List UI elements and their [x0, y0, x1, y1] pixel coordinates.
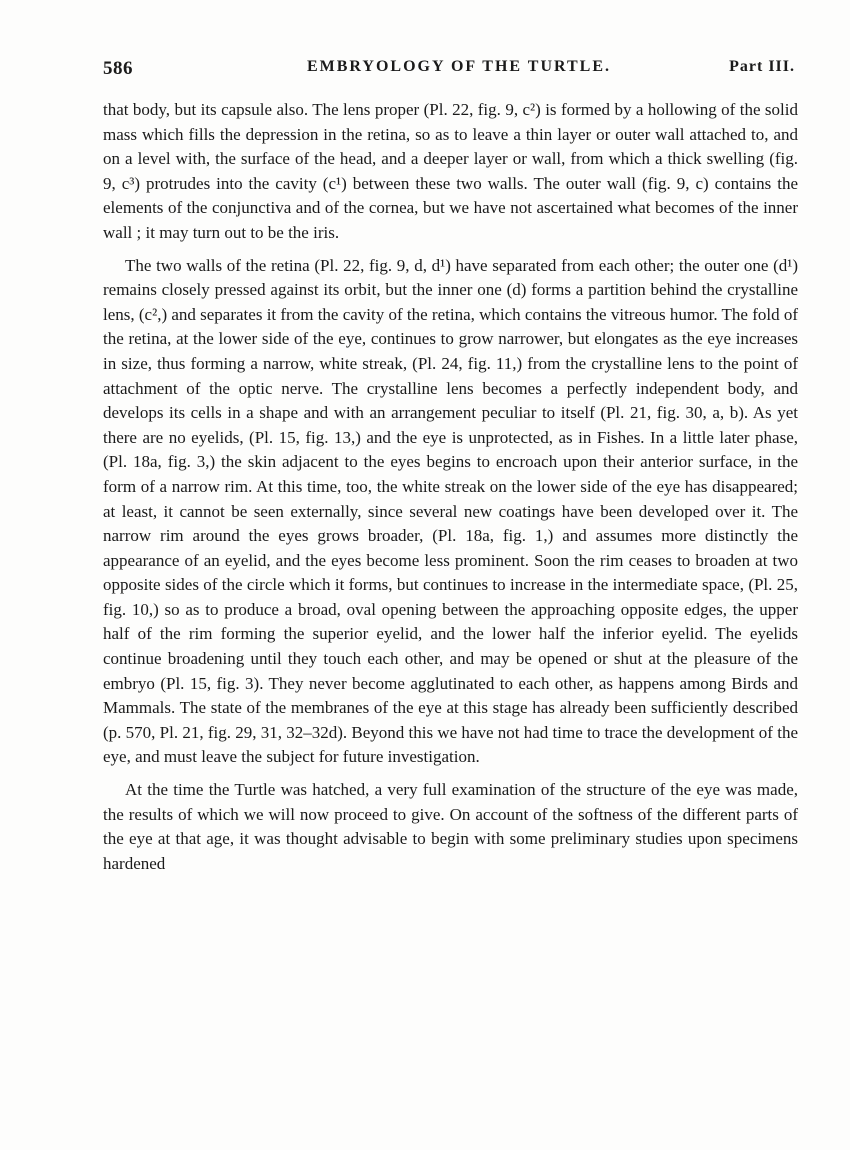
paragraph-2: The two walls of the retina (Pl. 22, fig. 9, d, d¹) have separated from each other; the outer one (d¹) remains closely pressed against its orbit, but the inner one (d) forms a partition behind the crystalline lens, (c²,) and separates it from the cavity of the retina, which contains the vitreous humor. The fold of the retina, at the lower side of the eye, continues to grow narrower, but elongates as the eye increases in size, thus forming a narrow, white streak, (Pl. 24, fig. 11,) from the crystalline lens to the point of attachment of the optic nerve. The crystalline lens becomes a perfectly independent body, and develops its cells in a shape and with an arrangement peculiar to itself (Pl. 21, fig. 30, a, b). As yet there are no eyelids, (Pl. 15, fig. 13,) and the eye is unprotected, as in Fishes. In a little later phase, (Pl. 18a, fig. 3,) the skin adjacent to the eyes begins to encroach upon their anterior surface, in the form of a narrow rim. At this time, too, the white streak on the lower side of the eye has disappeared; at least, it cannot be seen externally, since several new coatings have been developed over it. The narrow rim around the eyes grows broader, (Pl. 18a, fig. 1,) and assumes more distinctly the appearance of an eyelid, and the eyes become less prominent. Soon the rim ceases to broaden at two opposite sides of the circle which it forms, but continues to increase in the intermediate space, (Pl. 25, fig. 10,) so as to produce a broad, oval opening between the approaching opposite edges, the upper half of the rim forming the superior eyelid, and the lower half the inferior eyelid. The eyelids continue broadening until they touch each other, and may be opened or shut at the pleasure of the embryo (Pl. 15, fig. 3). They never become agglutinated to each other, as happens among Birds and Mammals. The state of the membranes of the eye at this stage has already been sufficiently described (p. 570, Pl. 21, fig. 29, 31, 32–32d). Beyond this we have not had time to trace the development of the eye, and must leave the subject for future investigation.: [103, 255, 798, 767]
page-header: [103, 58, 795, 86]
paragraph-1: that body, but its capsule also. The lens proper (Pl. 22, fig. 9, c²) is formed by a hollowing of the solid mass which fills the depression in the retina, so as to leave a thin layer or outer wall attached to, and on a level with, the surface of the head, and a deeper layer or wall, from which a thick swelling (fig. 9, c³) protrudes into the cavity (c¹) between these two walls. The outer wall (fig. 9, c) contains the elements of the conjunctiva and of the cornea, but we have not ascertained what becomes of the inner wall ; it may turn out to be the iris.: [103, 100, 798, 242]
running-title: EMBRYOLOGY OF THE TURTLE.: [306, 58, 612, 75]
body-text: [103, 98, 798, 884]
part-label: Part III.: [729, 58, 795, 75]
paragraph-3: At the time the Turtle was hatched, a very full examination of the structure of the eye was made, the results of which we will now proceed to give. On account of the softness of the different parts of the eye at that age, it was thought advisable to begin with some preliminary studies upon specimens hardened: [103, 780, 798, 873]
page-number: 586: [103, 58, 133, 79]
